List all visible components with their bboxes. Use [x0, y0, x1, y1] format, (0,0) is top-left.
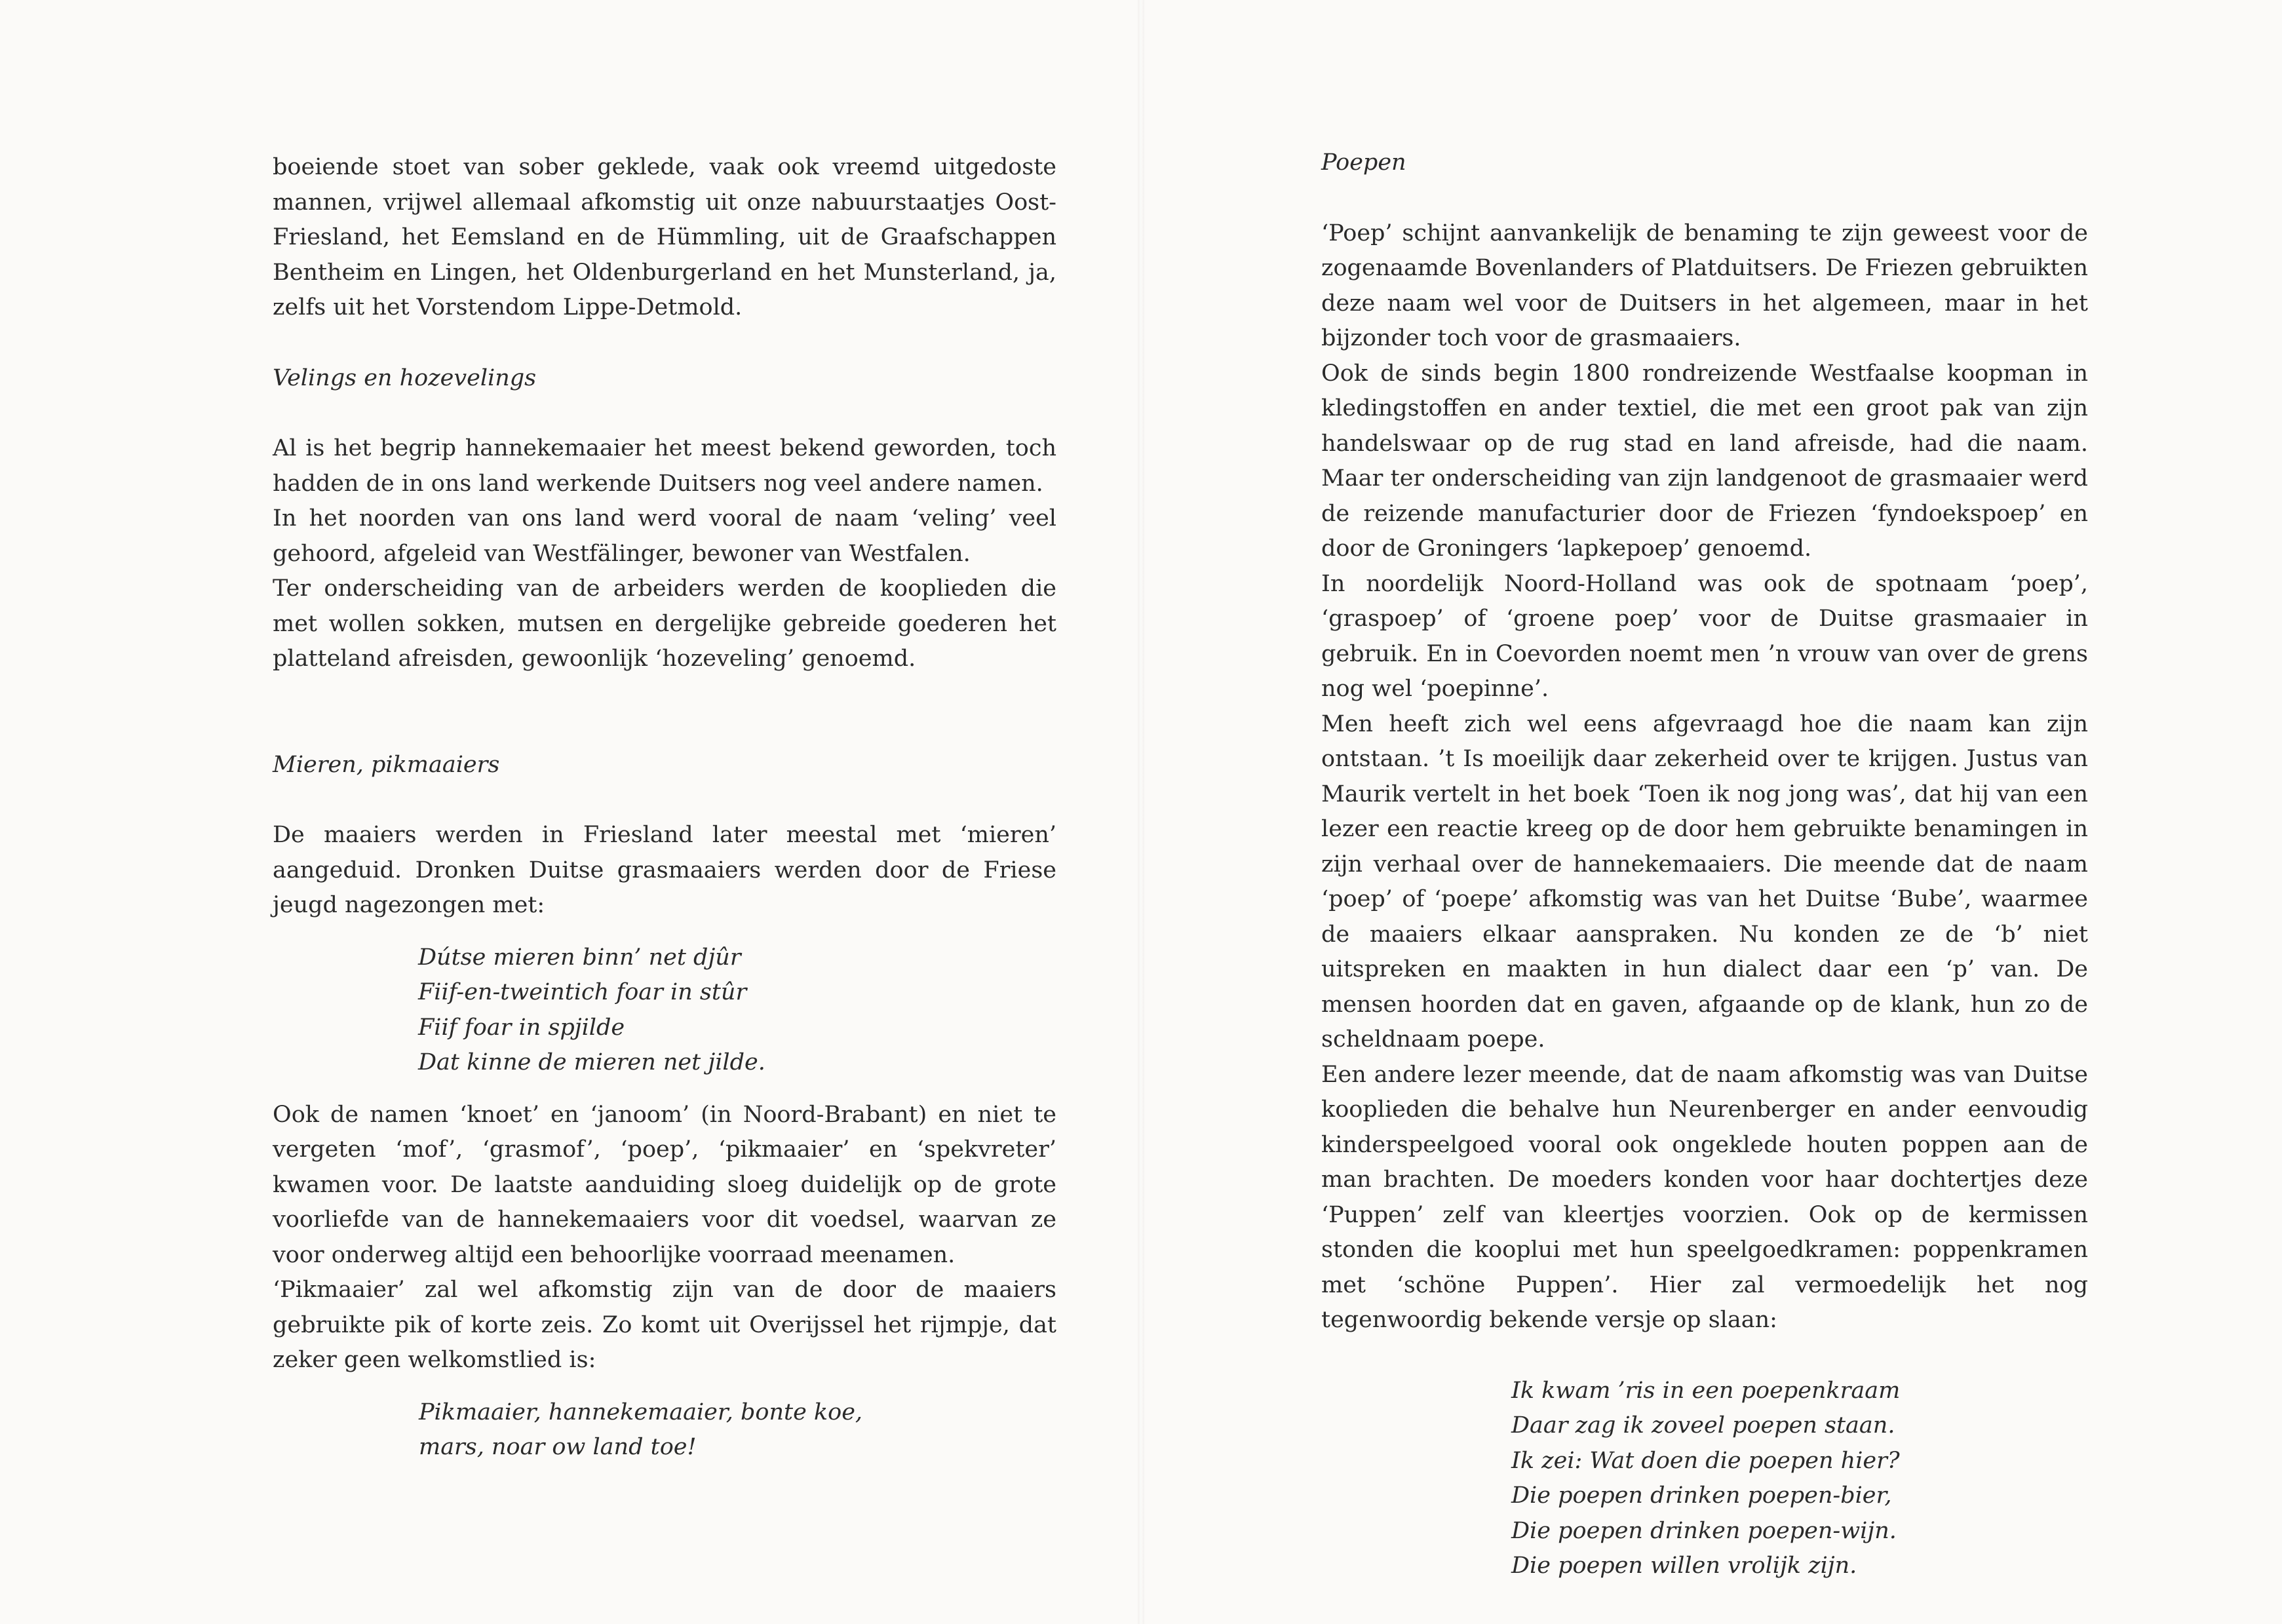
- mieren-paragraph-3: ‘Pikmaaier’ zal wel afkomstig zijn van de door de maaiers gebruikte pik of korte zeis. Zo komt uit Overijssel het rijmpje, dat zeker geen welkomstlied is:: [273, 1277, 1056, 1373]
- poepen-paragraph-4: Men heeft zich wel eens afgevraagd hoe die naam kan zijn ontstaan. ’t Is moeilijk daar zekerheid over te krijgen. Justus van Maurik vertelt in het boek ‘Toen ik nog jong was’, dat hij van een lezer een reactie kreeg op de door hem gebruikte benamingen in zijn verhaal over de hannekemaaiers. Die meende dat de naam ‘poep’ of ‘poepe’ afkomstig was van het Duitse ‘Bube’, waarmee de maaiers elkaar aanspraken. Nu konden ze de ‘b’ niet uitspreken en maakten in hun dialect daar een ‘p’ van. De mensen hoorden dat en gaven, afgaande op de klank, hun zo de scheldnaam poepe.: [1321, 710, 2088, 1053]
- velings-paragraph-3: Ter onderscheiding van de arbeiders werden de kooplieden die met wollen sokken, mutsen en dergelijke gebreide goederen het platteland afreisden, gewoonlijk ‘hozeveling’ genoemd.: [273, 575, 1056, 672]
- velings-paragraph-2: In het noorden van ons land werd vooral de naam ‘veling’ veel gehoord, afgeleid van Westfälinger, bewoner van Westfalen.: [273, 505, 1056, 567]
- heading-mieren: Mieren, pikmaaiers: [273, 751, 500, 778]
- verse-line: Die poepen willen vrolijk zijn.: [1511, 1553, 1857, 1579]
- velings-paragraph-1: Al is het begrip hannekemaaier het meest bekend geworden, toch hadden de in ons land werkende Duitsers nog veel andere namen.: [273, 435, 1056, 497]
- verse-line: Ik kwam ’ris in een poepenkraam: [1511, 1377, 1901, 1404]
- verse-line: mars, noar ow land toe!: [419, 1434, 697, 1460]
- verse-line: Die poepen drinken poepen-bier,: [1511, 1482, 1892, 1509]
- heading-poepen: Poepen: [1321, 149, 1406, 176]
- verse-line: Ik zei: Wat doen die poepen hier?: [1511, 1447, 1900, 1474]
- mieren-paragraph-1: De maaiers werden in Friesland later meestal met ‘mieren’ aangeduid. Dronken Duitse grasmaaiers werden door de Friese jeugd nagezongen met:: [273, 822, 1056, 918]
- verse-line: Dat kinne de mieren net jilde.: [418, 1049, 765, 1075]
- right-page: [1141, 0, 2282, 1624]
- poepen-paragraph-1: ‘Poep’ schijnt aanvankelijk de benaming te zijn geweest voor de zogenaamde Bovenlanders of Platduitsers. De Friezen gebruikten deze naam wel voor de Duitsers in het algemeen, maar in het bijzonder toch voor de grasmaaiers.: [1321, 220, 2088, 351]
- verse-line: Fiif-en-tweintich foar in stûr: [418, 979, 747, 1005]
- intro-paragraph: boeiende stoet van sober geklede, vaak ook vreemd uitgedoste mannen, vrijwel allemaal afkomstig uit onze nabuurstaatjes Oost-Friesland, het Eemsland en de Hümmling, uit de Graafschappen Bentheim en Lingen, het Oldenburgerland en het Munsterland, ja, zelfs uit het Vorstendom Lippe-Detmold.: [273, 154, 1056, 320]
- verse-line: Die poepen drinken poepen-wijn.: [1511, 1517, 1897, 1544]
- verse-line: Fiif foar in spjilde: [418, 1014, 625, 1041]
- right-text-column: [1321, 145, 2088, 1584]
- poepen-paragraph-2: Ook de sinds begin 1800 rondreizende Westfaalse koopman in kledingstoffen en ander textiel, die met een groot pak van zijn handelswaar op de rug stad en land afreisde, had die naam. Maar ter onderscheiding van zijn landgenoot de grasmaaier werd de reizende manufacturier door de Friezen ‘fyndoekspoep’ en door de Groningers ‘lapkepoep’ genoemd.: [1321, 360, 2088, 562]
- verse-line: Pikmaaier, hannekemaaier, bonte koe,: [419, 1399, 863, 1425]
- poepen-verse: [1321, 1374, 2088, 1584]
- mieren-paragraph-2: Ook de namen ‘knoet’ en ‘janoom’ (in Noord-Brabant) en niet te vergeten ‘mof’, ‘grasmof’, ‘poep’, ‘pikmaaier’ en ‘spekvreter’ kwamen voor. De laatste aanduiding sloeg duidelijk op de grote voorliefde van de hannekemaaiers voor dit voedsel, waarvan ze voor onderweg altijd een behoorlijke voorraad meenamen.: [273, 1101, 1056, 1268]
- heading-velings: Velings en hozevelings: [273, 364, 537, 391]
- poepen-paragraph-3: In noordelijk Noord-Holland was ook de spotnaam ‘poep’, ‘graspoep’ of ‘groene poep’ voor de Duitse grasmaaier in gebruik. En in Coevorden noemt men ’n vrouw van over de grens nog wel ‘poepinne’.: [1321, 570, 2088, 702]
- verse-line: Daar zag ik zoveel poepen staan.: [1511, 1412, 1895, 1439]
- poepen-paragraph-5: Een andere lezer meende, dat de naam afkomstig was van Duitse kooplieden die behalve hun Neurenberger en ander eenvoudig kinderspeelgoed vooral ook ongeklede houten poppen aan de man brachten. De moeders konden voor haar dochtertjes deze ‘Puppen’ zelf van kleertjes voorzien. Ook op de kermissen stonden die kooplui met hun speelgoedkramen: poppenkramen met ‘schöne Puppen’. Hier zal vermoedelijk het nog tegenwoordig bekende versje op slaan:: [1321, 1061, 2088, 1333]
- mieren-verse: [273, 940, 1056, 1081]
- left-text-column: [273, 150, 1056, 1465]
- pikmaaier-verse: [273, 1395, 1056, 1465]
- verse-line: Dútse mieren binn’ net djûr: [418, 944, 741, 971]
